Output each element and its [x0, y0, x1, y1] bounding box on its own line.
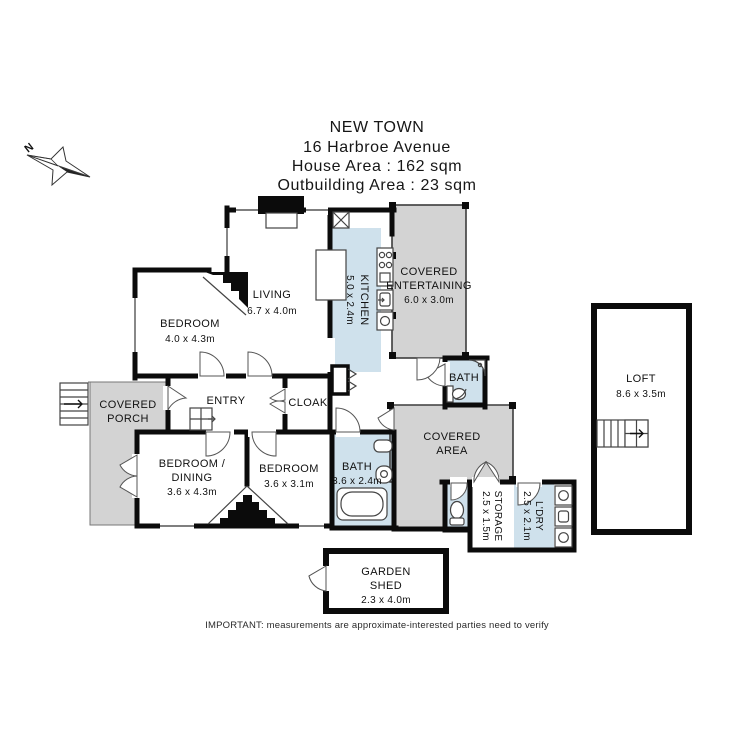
svg-text:AREA: AREA	[436, 445, 468, 457]
svg-text:3.6 x 3.1m: 3.6 x 3.1m	[264, 479, 314, 490]
svg-text:3.6 x 2.4m: 3.6 x 2.4m	[332, 476, 382, 487]
dryer-icon	[555, 528, 572, 547]
label-cloak: CLOAK	[288, 397, 328, 409]
fridge-icon	[333, 212, 349, 228]
outbuilding-area-text: Outbuilding Area : 23 sqm	[277, 177, 477, 194]
svg-text:COVERED: COVERED	[400, 266, 458, 278]
svg-text:L'DRY: L'DRY	[533, 501, 544, 531]
svg-text:SHED: SHED	[369, 580, 403, 592]
svg-text:4.0 x 4.3m: 4.0 x 4.3m	[165, 334, 215, 345]
svg-text:2.5 x 1.5m: 2.5 x 1.5m	[480, 491, 491, 541]
label-bedroom-front	[160, 318, 220, 345]
svg-text:6.7 x 4.0m: 6.7 x 4.0m	[247, 306, 297, 317]
washer-icon	[555, 486, 572, 505]
svg-text:BEDROOM /: BEDROOM /	[158, 458, 226, 470]
svg-text:BEDROOM: BEDROOM	[160, 318, 220, 330]
label-entry: ENTRY	[206, 395, 246, 407]
svg-text:LIVING: LIVING	[252, 289, 292, 301]
svg-text:PORCH: PORCH	[107, 413, 149, 425]
label-bedroom-dining	[159, 458, 226, 498]
svg-text:LOFT: LOFT	[626, 373, 656, 385]
svg-text:COVERED: COVERED	[99, 399, 157, 411]
svg-text:GARDEN: GARDEN	[361, 566, 411, 578]
laundry-tub-icon	[555, 507, 572, 526]
title-block	[277, 119, 476, 194]
corner-fireplace-icon	[205, 272, 248, 308]
svg-text:BEDROOM: BEDROOM	[259, 463, 319, 475]
toilet-wc-icon	[450, 502, 464, 526]
street-address: 16 Harbroe Avenue	[303, 139, 451, 156]
label-bedroom-rear	[259, 463, 319, 490]
bathtub-icon	[337, 488, 387, 520]
svg-text:COVERED: COVERED	[423, 431, 481, 443]
chimney-icon	[258, 196, 304, 214]
porch-stairs-icon	[60, 383, 88, 425]
house-area-text: House Area : 162 sqm	[291, 158, 463, 175]
label-living	[247, 289, 297, 317]
loft-building	[594, 306, 689, 532]
laundry-appliances	[555, 486, 572, 547]
svg-text:5.0 x 2.4m: 5.0 x 2.4m	[344, 275, 355, 325]
dishwasher-icon	[377, 312, 393, 330]
island-bench	[316, 250, 346, 300]
svg-text:2.3 x 4.0m: 2.3 x 4.0m	[361, 595, 411, 606]
svg-text:8.6 x 3.5m: 8.6 x 3.5m	[616, 389, 666, 400]
vanity-icon	[374, 440, 392, 452]
label-storage	[480, 491, 503, 542]
svg-text:3.6 x 4.3m: 3.6 x 4.3m	[167, 487, 217, 498]
svg-text:KITCHEN: KITCHEN	[358, 274, 370, 326]
svg-text:6.0 x 3.0m: 6.0 x 3.0m	[404, 295, 454, 306]
label-bath-small: BATH	[448, 372, 480, 384]
compass-north-label: N	[22, 141, 37, 156]
suburb-title: NEW TOWN	[329, 119, 425, 136]
svg-text:2.5 x 2.1m: 2.5 x 2.1m	[521, 491, 532, 541]
rear-fireplace-icon	[220, 495, 275, 524]
svg-text:DINING: DINING	[171, 472, 213, 484]
svg-text:ENTERTAINING: ENTERTAINING	[386, 280, 472, 292]
kitchen-sink-icon	[377, 290, 393, 310]
svg-text:BATH: BATH	[341, 461, 373, 473]
disclaimer-text: IMPORTANT: measurements are approximate-interested parties need to verify	[205, 620, 549, 631]
compass-icon	[22, 141, 90, 185]
heater-icon	[190, 408, 215, 430]
svg-text:STORAGE: STORAGE	[492, 490, 503, 542]
hearth-box	[266, 213, 297, 228]
loft-stairs-icon	[597, 420, 648, 447]
